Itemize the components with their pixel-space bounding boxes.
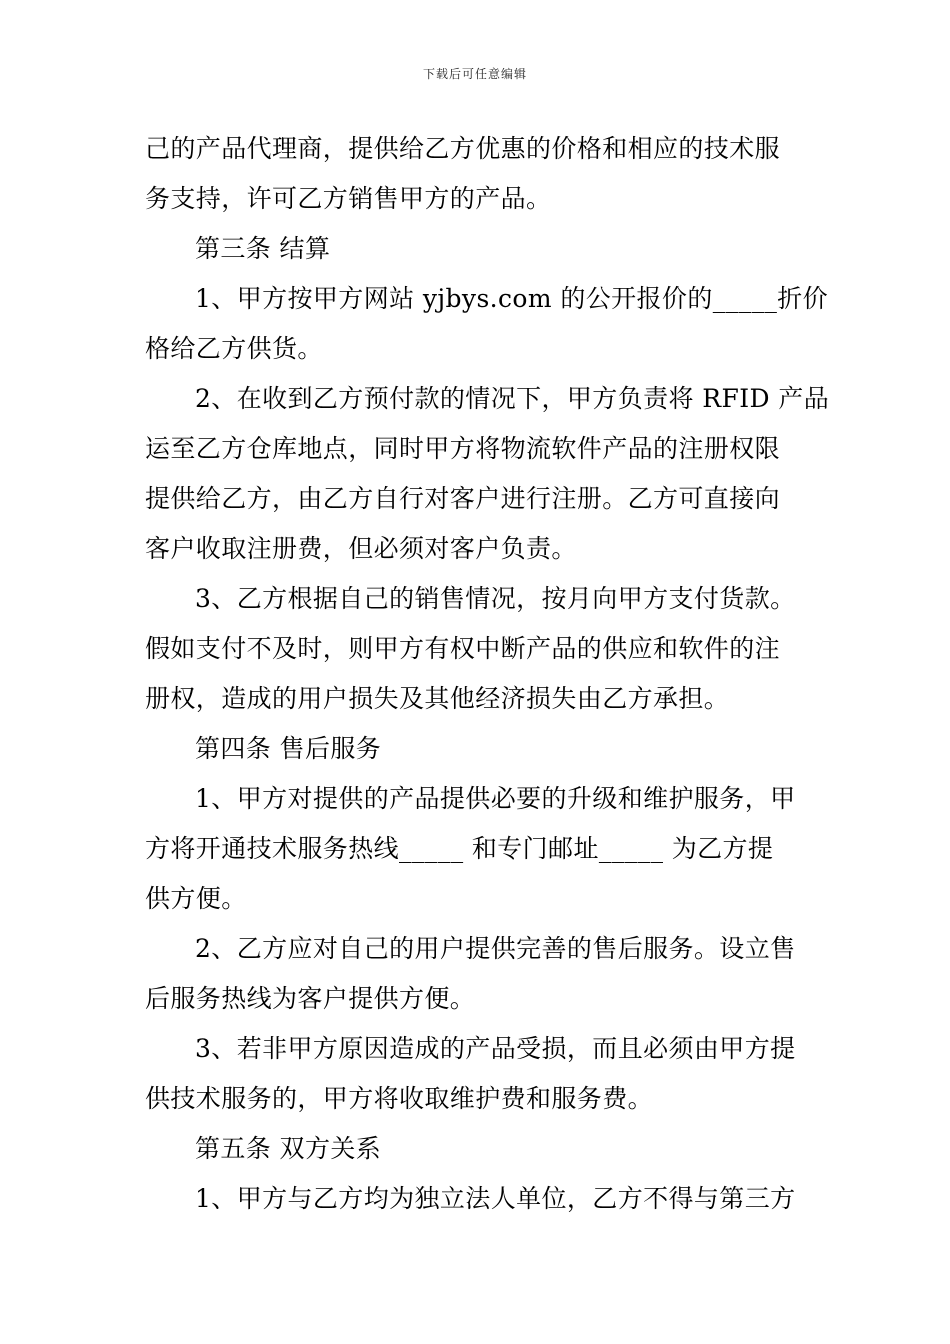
text-line: 己的产品代理商，提供给乙方优惠的价格和相应的技术服 <box>145 134 781 163</box>
text-line: 1、甲方与乙方均为独立法人单位，乙方不得与第三方 <box>195 1184 796 1213</box>
section-heading: 第三条 结算 <box>195 234 331 263</box>
text-line: 3、乙方根据自己的销售情况，按月向甲方支付货款。 <box>195 584 796 613</box>
text-line: 运至乙方仓库地点，同时甲方将物流软件产品的注册权限 <box>145 434 781 463</box>
text-line: 1、甲方按甲方网站 yjbys.com 的公开报价的_____折价 <box>195 284 829 313</box>
text-line: 格给乙方供货。 <box>145 334 323 363</box>
text-line: 客户收取注册费，但必须对客户负责。 <box>145 534 577 563</box>
text-line: 后服务热线为客户提供方便。 <box>145 984 476 1013</box>
text-line: 假如支付不及时，则甲方有权中断产品的供应和软件的注 <box>145 634 781 663</box>
section-heading: 第四条 售后服务 <box>195 734 382 763</box>
text-line: 2、在收到乙方预付款的情况下，甲方负责将 RFID 产品 <box>195 384 830 413</box>
text-line: 提供给乙方，由乙方自行对客户进行注册。乙方可直接向 <box>145 484 781 513</box>
page-header-note: 下载后可任意编辑 <box>422 67 527 81</box>
text-line: 册权，造成的用户损失及其他经济损失由乙方承担。 <box>145 684 730 713</box>
text-line: 3、若非甲方原因造成的产品受损，而且必须由甲方提 <box>195 1034 796 1063</box>
text-line: 方将开通技术服务热线_____ 和专门邮址_____ 为乙方提 <box>145 834 774 863</box>
text-line: 2、乙方应对自己的用户提供完善的售后服务。设立售 <box>195 934 796 963</box>
document-body <box>145 124 830 1224</box>
text-line: 1、甲方对提供的产品提供必要的升级和维护服务，甲 <box>195 784 796 813</box>
text-line: 务支持，许可乙方销售甲方的产品。 <box>145 184 552 213</box>
text-line: 供方便。 <box>145 884 247 913</box>
section-heading: 第五条 双方关系 <box>195 1134 382 1163</box>
text-line: 供技术服务的，甲方将收取维护费和服务费。 <box>145 1084 654 1113</box>
